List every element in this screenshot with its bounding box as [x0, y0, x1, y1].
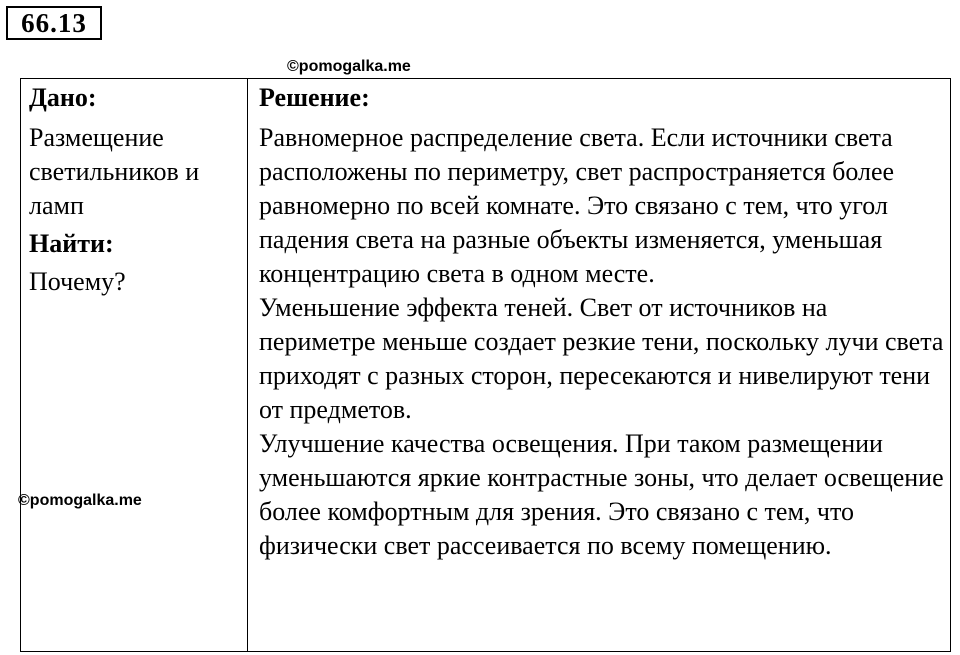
solution-table	[20, 78, 951, 652]
find-text: Почему?	[29, 267, 126, 296]
given-column	[29, 81, 243, 299]
solution-paragraph: Равномерное распределение света. Если источники света расположены по периметру, свет распространяется более равномерно по всей комнате. Это связано с тем, что угол падения света на разные объекты изменяется, уменьшая концентрацию света в одном месте.	[259, 123, 895, 288]
given-heading: Дано:	[29, 83, 97, 112]
watermark-left: ©pomogalka.me	[18, 492, 142, 509]
solution-paragraph: Уменьшение эффекта теней. Свет от источников на периметре меньше создает резкие тени, поскольку лучи света приходят с разных сторон, пересекаются и нивелируют тени от предметов.	[259, 293, 944, 424]
given-text: Размещение светильников и ламп	[29, 123, 200, 220]
solution-column	[259, 81, 949, 563]
watermark-top: ©pomogalka.me	[287, 58, 411, 75]
solution-paragraph: Улучшение качества освещения. При таком размещении уменьшаются яркие контрастные зоны, что делает освещение более комфортным для зрения. Это связано с тем, что физически свет рассеивается по всему помещению.	[259, 429, 944, 560]
solution-heading: Решение:	[259, 83, 370, 112]
solution-body	[259, 121, 949, 563]
column-divider	[247, 79, 248, 651]
find-heading: Найти:	[29, 229, 114, 258]
problem-number: 66.13	[6, 6, 102, 40]
